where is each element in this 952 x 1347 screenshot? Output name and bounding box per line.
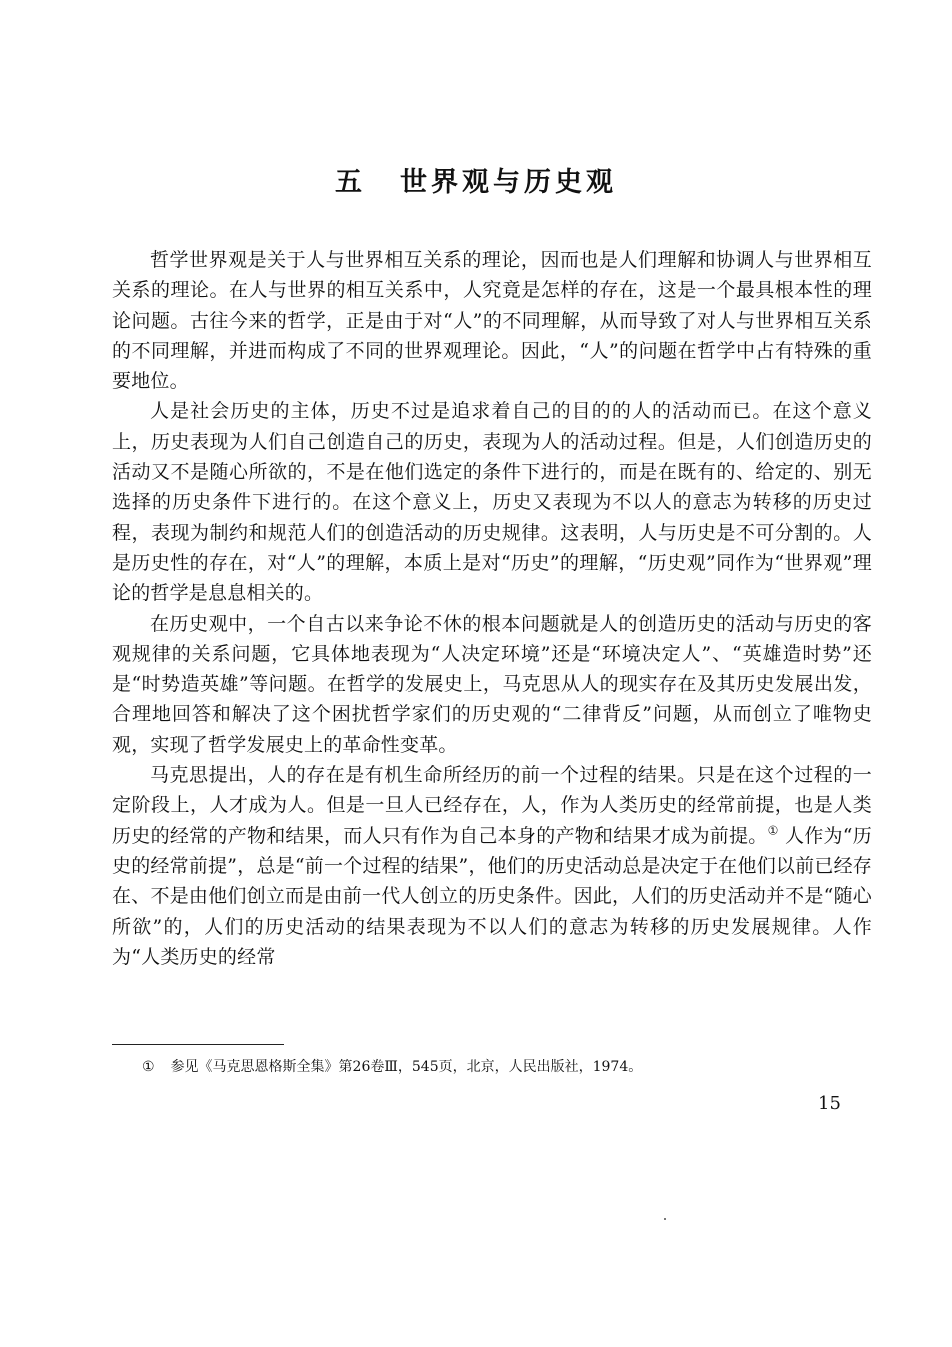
paragraph-4-text-after-note: 人作为“历史的经常前提”，总是“前一个过程的结果”，他们的历史活动总是决定于在他们以前已经存在、不是由他们创立而是由前一代人创立的历史条件。因此，人们的历史活动并不是“随心所欲”的，人们的历史活动的结果表现为不以人们的意志为转移的历史发展规律。人作为“人类历史的经常 bbox=[112, 824, 872, 968]
footnote-reference-mark[interactable]: ① bbox=[767, 823, 779, 838]
chapter-title: 世界观与历史观 bbox=[400, 167, 617, 198]
footnote bbox=[142, 1057, 862, 1077]
chapter-number: 五 bbox=[335, 167, 366, 198]
footnote-mark: ① bbox=[142, 1059, 155, 1075]
paragraph-4-text-before-note: 马克思提出，人的存在是有机生命所经历的前一个过程的结果。只是在这个过程的一定阶段上，人才成为人。但是一旦人已经存在，人，作为人类历史的经常前提，也是人类历史的经常的产物和结果，而人只有作为自己本身的产物和结果才成为前提。 bbox=[112, 764, 872, 847]
paragraph-1: 哲学世界观是关于人与世界相互关系的理论，因而也是人们理解和协调人与世界相互关系的理论。在人与世界的相互关系中，人究竟是怎样的存在，这是一个最具根本性的理论问题。古往今来的哲学，正是由于对“人”的不同理解，从而导致了对人与世界相互关系的不同理解，并进而构成了不同的世界观理论。因此，“人”的问题在哲学中占有特殊的重要地位。 bbox=[112, 249, 872, 393]
paragraph-4 bbox=[112, 760, 872, 972]
paragraph-3: 在历史观中，一个自古以来争论不休的根本问题就是人的创造历史的活动与历史的客观规律的关系问题，它具体地表现为“人决定环境”还是“环境决定人”、“英雄造时势”还是“时势造英雄”等问题。在哲学的发展史上，马克思从人的现实存在及其历史发展出发，合理地回答和解决了这个困扰哲学家们的历史观的“二律背反”问题，从而创立了唯物史观，实现了哲学发展史上的革命性变革。 bbox=[112, 612, 872, 756]
paragraph-2: 人是社会历史的主体，历史不过是追求着自己的目的的人的活动而已。在这个意义上，历史表现为人们自己创造自己的历史，表现为人的活动过程。但是，人们创造历史的活动又不是随心所欲的，不是在他们选定的条件下进行的，而是在既有的、给定的、别无选择的历史条件下进行的。在这个意义上，历史又表现为不以人的意志为转移的历史过程，表现为制约和规范人们的创造活动的历史规律。这表明，人与历史是不可分割的。人是历史性的存在，对“人”的理解，本质上是对“历史”的理解，“历史观”同作为“世界观”理论的哲学是息息相关的。 bbox=[112, 400, 872, 605]
scan-speck bbox=[664, 1218, 666, 1220]
footnote-text: 参见《马克思恩格斯全集》第26卷Ⅲ，545页，北京，人民出版社，1974。 bbox=[170, 1059, 643, 1075]
page-number: 15 bbox=[818, 1093, 841, 1114]
body-text bbox=[112, 245, 872, 972]
chapter-heading bbox=[0, 160, 952, 199]
footnote-divider bbox=[112, 1044, 284, 1045]
